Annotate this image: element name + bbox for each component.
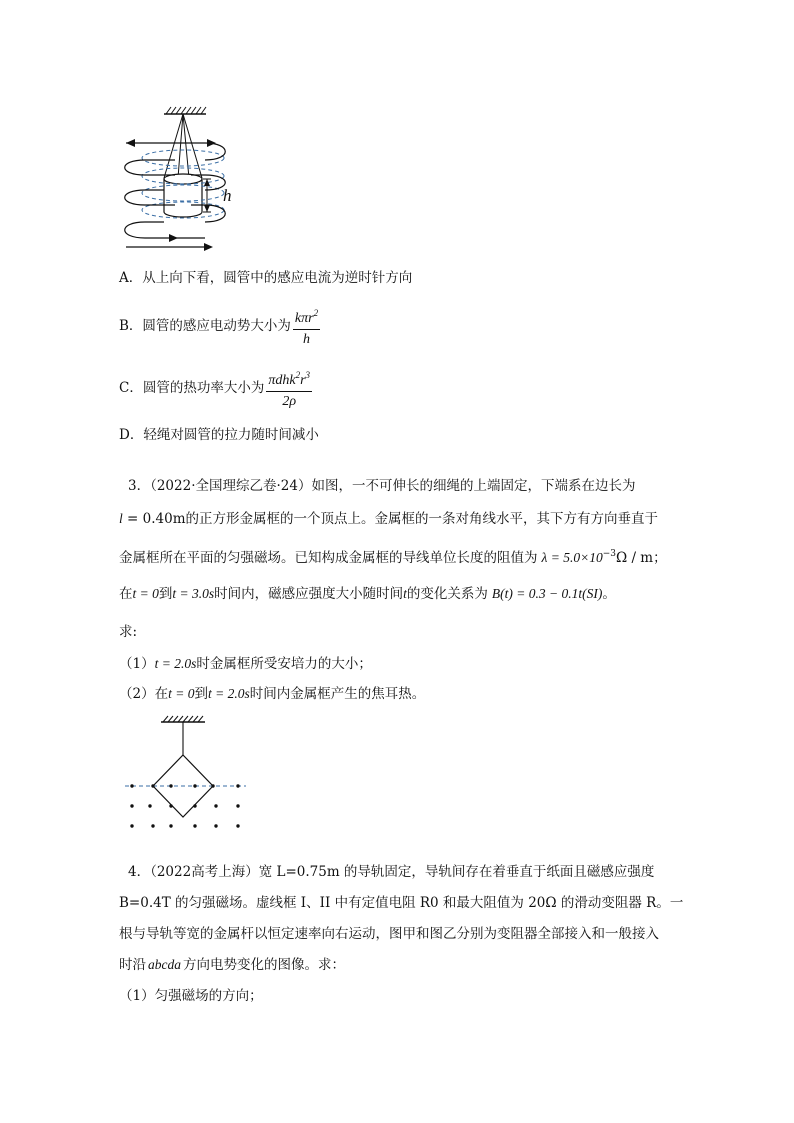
height-label-h: h (223, 186, 232, 205)
q3-line4: 在t = 0到t = 3.0s时间内，磁感应强度大小随时间t的变化关系为 B(t) = 0.3 − 0.1t(SI)。 (119, 586, 616, 602)
q4-sub1: （1）匀强磁场的方向； (119, 988, 263, 1004)
field-dots (130, 784, 239, 827)
option-c-fraction: $\frac{\pi dhk^2r^3}{2\rho}$ (266, 366, 312, 411)
q4-line2: B=0.4T 的匀强磁场。虚线框 I、II 中有定值电阻 R0 和最大阻值为 20Ω 的滑动变阻器 R。一 (119, 895, 684, 911)
option-d: D．轻绳对圆管的拉力随时间减小 (119, 427, 319, 443)
q4-line1: 4．（2022高考上海）宽 L=0.75m 的导轨固定，导轨间存在着垂直于纸面且磁感应强度 (128, 864, 655, 880)
option-c-text: C．圆管的热功率大小为 (119, 380, 265, 396)
q3-line2: l = 0.40m的正方形金属框的一个顶点上。金属框的一条对角线水平，其下方有方向垂直于 (119, 511, 659, 527)
option-b-text: B．圆管的感应电动势大小为 (119, 318, 291, 334)
q4-line3: 根与导轨等宽的金属杆以恒定速率向右运动，图甲和图乙分别为变阻器全部接入和一般接入 (119, 926, 659, 942)
q3-line3: 金属框所在平面的匀强磁场。已知构成金属框的导线单位长度的阻值为 $\lambda = 5.0\times 10^{-3}\Omega / m$； (119, 549, 667, 566)
option-b-fraction: $\frac{k\pi r^2}{h}$ (293, 304, 320, 349)
q4-line4: 时沿 abcda 方向电势变化的图像。求： (119, 957, 345, 973)
q3-ask: 求: (119, 624, 138, 640)
q3-sub2: （2）在t = 0到t = 2.0s时间内金属框产生的焦耳热。 (119, 686, 426, 702)
q3-line1: 3．（2022·全国理综乙卷·24）如图，一不可伸长的细绳的上端固定，下端系在边长为 (128, 478, 636, 494)
ceiling-hatch-2 (163, 716, 203, 722)
q3-sub1: （1）t = 2.0s时金属框所受安培力的大小； (119, 656, 372, 672)
option-a: A．从上向下看，圆管中的感应电流为逆时针方向 (119, 270, 413, 286)
